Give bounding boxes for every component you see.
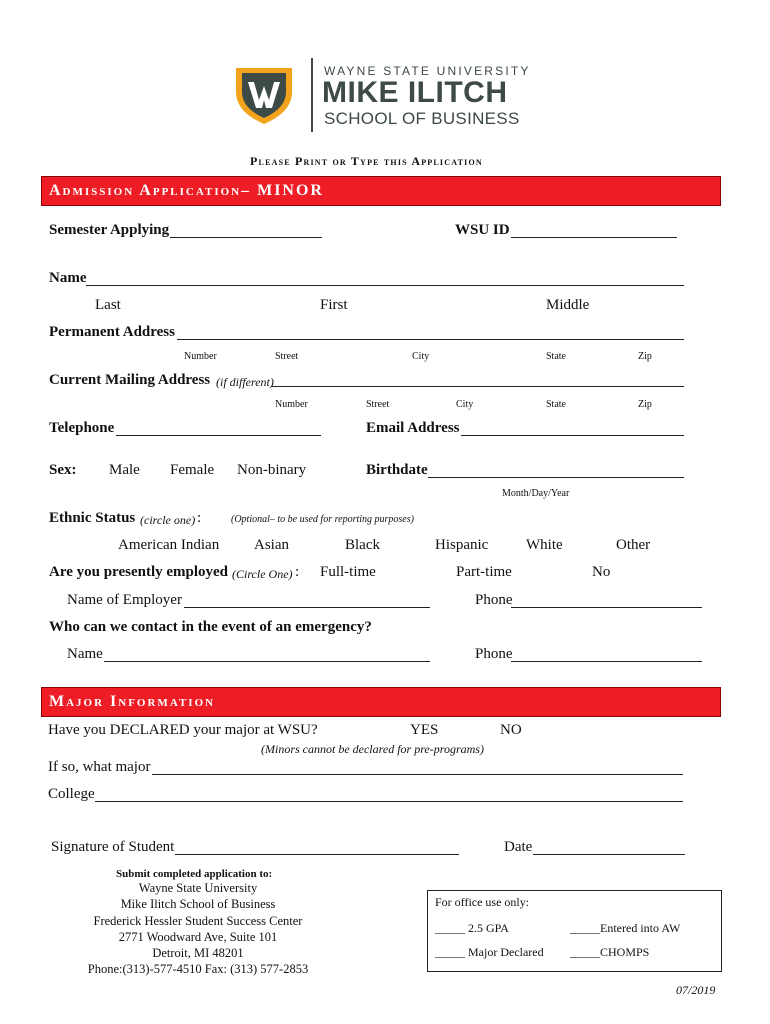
- major-information-banner: [41, 687, 721, 717]
- employed-colon: :: [295, 564, 300, 580]
- name-label: Name: [49, 270, 87, 286]
- submit-line: 2771 Woodward Ave, Suite 101: [118, 929, 278, 944]
- mail-number-caption: Number: [275, 399, 308, 410]
- perm-city-caption: City: [412, 351, 430, 362]
- wsuid-label: WSU ID: [455, 222, 510, 238]
- signature-label: Signature of Student: [51, 839, 175, 855]
- emergency-contact-question: Who can we contact in the event of an emergency?: [49, 619, 372, 635]
- college-label: College: [48, 786, 95, 802]
- ethnic-option-american-indian[interactable]: American Indian: [118, 537, 220, 553]
- sex-option-male[interactable]: Male: [109, 462, 140, 478]
- major-field[interactable]: [152, 774, 683, 775]
- perm-state-caption: State: [546, 351, 566, 362]
- employed-option-no[interactable]: No: [592, 564, 611, 580]
- emergency-name-field[interactable]: [104, 661, 430, 662]
- permanent-address-label: Permanent Address: [49, 324, 175, 340]
- major-label: If so, what major: [48, 759, 151, 775]
- name-first-caption: First: [320, 297, 348, 313]
- submit-heading: Submit completed application to:: [116, 868, 273, 880]
- name-field[interactable]: [86, 285, 684, 286]
- emergency-name-label: Name: [67, 646, 103, 662]
- ethnic-option-black[interactable]: Black: [345, 537, 380, 553]
- office-item-chomps: _____CHOMPS: [570, 945, 650, 959]
- school-name-line1: MIKE ILITCH: [322, 76, 508, 109]
- logo-divider: [311, 58, 313, 132]
- school-name-line2: SCHOOL OF BUSINESS: [324, 109, 520, 128]
- wsuid-field[interactable]: [511, 237, 677, 238]
- sex-label: Sex:: [49, 462, 77, 478]
- office-item-gpa: _____ 2.5 GPA: [435, 921, 509, 935]
- mail-state-caption: State: [546, 399, 566, 410]
- perm-zip-caption: Zip: [638, 351, 652, 362]
- ethnic-optional-note: (Optional– to be used for reporting purposes): [231, 514, 414, 525]
- ethnic-status-label: Ethnic Status: [49, 510, 136, 526]
- office-use-heading: For office use only:: [435, 895, 530, 909]
- mail-street-caption: Street: [366, 399, 390, 410]
- birthdate-label: Birthdate: [366, 462, 428, 478]
- telephone-label: Telephone: [49, 420, 115, 436]
- name-last-caption: Last: [95, 297, 121, 313]
- admission-application-title: Admission Application– MINOR: [49, 182, 324, 199]
- employed-label: Are you presently employed: [49, 564, 229, 580]
- submit-line: Phone:(313)-577-4510 Fax: (313) 577-2853: [87, 962, 309, 977]
- submit-line: Mike Ilitch School of Business: [120, 897, 276, 912]
- employed-option-fulltime[interactable]: Full-time: [320, 564, 376, 580]
- mailing-address-field[interactable]: [271, 386, 684, 387]
- sex-option-nonbinary[interactable]: Non-binary: [237, 462, 307, 478]
- email-label: Email Address: [366, 420, 460, 436]
- date-field[interactable]: [533, 854, 685, 855]
- submit-line: Detroit, MI 48201: [152, 946, 244, 961]
- employed-option-parttime[interactable]: Part-time: [456, 564, 512, 580]
- ethnic-option-hispanic[interactable]: Hispanic: [435, 537, 489, 553]
- declared-yes-option[interactable]: YES: [410, 722, 439, 738]
- ethnic-option-asian[interactable]: Asian: [254, 537, 289, 553]
- name-middle-caption: Middle: [546, 297, 590, 313]
- birthdate-field[interactable]: [428, 477, 684, 478]
- permanent-address-field[interactable]: [177, 339, 684, 340]
- university-name: WAYNE STATE UNIVERSITY: [324, 64, 531, 78]
- major-information-title: Major Information: [49, 693, 216, 710]
- employer-name-field[interactable]: [184, 607, 430, 608]
- date-label: Date: [504, 839, 533, 855]
- office-item-entered-aw: _____Entered into AW: [570, 921, 681, 935]
- employer-name-label: Name of Employer: [67, 592, 182, 608]
- ethnic-status-colon: :: [197, 510, 202, 526]
- mail-zip-caption: Zip: [638, 399, 652, 410]
- ethnic-option-white[interactable]: White: [526, 537, 563, 553]
- semester-field[interactable]: [170, 237, 322, 238]
- employed-note: (Circle One): [232, 567, 293, 581]
- declared-note: (Minors cannot be declared for pre-programs): [261, 742, 484, 756]
- college-field[interactable]: [95, 801, 683, 802]
- emergency-phone-field[interactable]: [511, 661, 702, 662]
- office-use-box: [427, 890, 722, 972]
- admission-application-banner: [41, 176, 721, 206]
- wsu-shield-logo: [232, 62, 296, 126]
- ethnic-status-note: (circle one): [140, 513, 196, 527]
- mailing-address-label: Current Mailing Address: [49, 372, 211, 388]
- semester-label: Semester Applying: [49, 222, 170, 238]
- submit-line: Wayne State University: [138, 881, 258, 895]
- mail-city-caption: City: [456, 399, 474, 410]
- employer-phone-field[interactable]: [511, 607, 702, 608]
- submit-address-block: [48, 880, 348, 978]
- office-item-major-declared: _____ Major Declared: [435, 945, 544, 959]
- ethnic-option-other[interactable]: Other: [616, 537, 651, 553]
- signature-field[interactable]: [175, 854, 459, 855]
- telephone-field[interactable]: [116, 435, 321, 436]
- email-field[interactable]: [461, 435, 684, 436]
- declared-no-option[interactable]: NO: [500, 722, 522, 738]
- employer-phone-label: Phone: [475, 592, 513, 608]
- sex-option-female[interactable]: Female: [170, 462, 215, 478]
- birthdate-format-caption: Month/Day/Year: [502, 488, 570, 499]
- perm-number-caption: Number: [184, 351, 217, 362]
- emergency-phone-label: Phone: [475, 646, 513, 662]
- perm-street-caption: Street: [275, 351, 299, 362]
- print-instruction: Please Print or Type this Application: [250, 154, 483, 168]
- form-version: 07/2019: [676, 983, 716, 997]
- mailing-address-note: (if different): [216, 375, 274, 389]
- submit-line: Frederick Hessler Student Success Center: [93, 913, 303, 928]
- declared-question: Have you DECLARED your major at WSU?: [48, 722, 318, 738]
